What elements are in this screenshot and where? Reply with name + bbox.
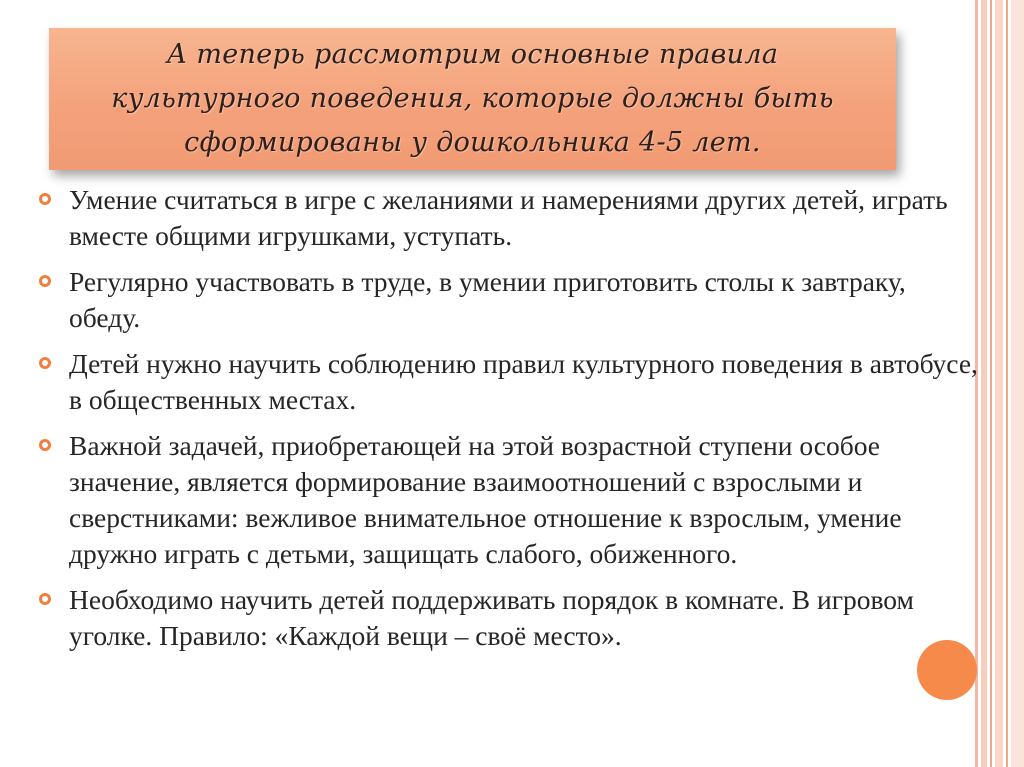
decor-stripe	[1006, 0, 1008, 767]
bullet-icon	[39, 275, 51, 287]
list-item	[38, 182, 978, 254]
list-item-text: Необходимо научить детей поддерживать порядок в комнате. В игровом уголке. Правило: «Каждой вещи – своё место».	[69, 584, 914, 651]
list-item-text: Важной задачей, приобретающей на этой возрастной ступени особое значение, является формирование взаимоотношений с взрослыми и сверстниками: вежливое внимательное отношение к взрослым, умение дружно играть с детьми, защищать слабого, обиженного.	[69, 430, 902, 569]
decor-stripe	[981, 0, 987, 767]
decor-stripe	[1011, 0, 1024, 767]
bullet-icon	[39, 193, 51, 205]
bullet-list	[38, 182, 978, 664]
list-item-text: Умение считаться в игре с желаниями и намерениями других детей, играть вместе общими игрушками, уступать.	[69, 184, 948, 251]
bullet-icon	[39, 357, 51, 369]
bullet-icon	[39, 439, 51, 451]
decor-stripe	[990, 0, 992, 767]
decor-circle	[917, 640, 977, 700]
slide-title-box	[49, 28, 896, 170]
bullet-icon	[39, 593, 51, 605]
decor-stripe	[995, 0, 1003, 767]
list-item	[38, 346, 978, 418]
list-item	[38, 264, 978, 336]
list-item	[38, 428, 978, 572]
list-item	[38, 582, 978, 654]
list-item-text: Регулярно участвовать в труде, в умении приготовить столы к завтраку, обеду.	[69, 266, 906, 333]
list-item-text: Детей нужно научить соблюдению правил культурного поведения в автобусе, в общественных местах.	[69, 348, 978, 415]
slide-title: А теперь рассмотрим основные правила культурного поведения, которые должны быть сформированы у дошкольника 4-5 лет.	[111, 39, 834, 158]
